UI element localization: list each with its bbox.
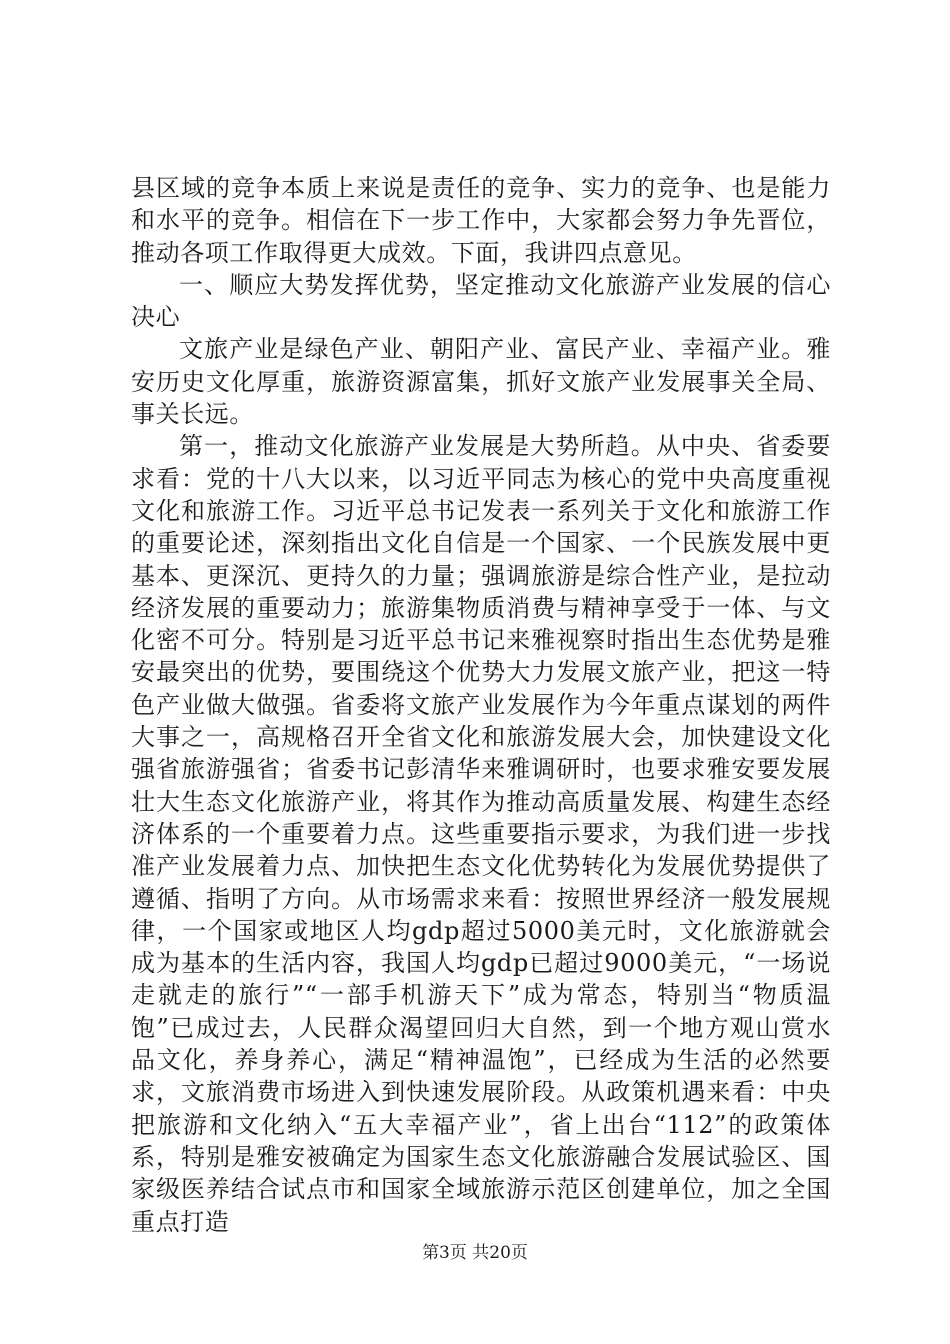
page-footer	[0, 1242, 950, 1264]
section-heading: 一、顺应大势发挥优势，坚定推动文化旅游产业发展的信心决心	[131, 270, 831, 332]
page-number-label: 第3页 共20页	[422, 1243, 528, 1263]
document-body	[131, 172, 831, 1238]
paragraph-intro: 文旅产业是绿色产业、朝阳产业、富民产业、幸福产业。雅安历史文化厚重，旅游资源富集，抓好文旅产业发展事关全局、事关长远。	[131, 335, 831, 429]
paragraph-first-point: 第一，推动文化旅游产业发展是大势所趋。从中央、省委要求看：党的十八大以来，以习近平同志为核心的党中央高度重视文化和旅游工作。习近平总书记发表一系列关于文化和旅游工作的重要论述，深刻指出文化自信是一个国家、一个民族发展中更基本、更深沉、更持久的力量；强调旅游是综合性产业，是拉动经济发展的重要动力；旅游集物质消费与精神享受于一体、与文化密不可分。特别是习近平总书记来雅视察时指出生态优势是雅安最突出的优势，要围绕这个优势大力发展文旅产业，把这一特色产业做大做强。省委将文旅产业发展作为今年重点谋划的两件大事之一，高规格召开全省文化和旅游发展大会，加快建设文化强省旅游强省；省委书记彭清华来雅调研时，也要求雅安要发展壮大生态文化旅游产业，将其作为推动高质量发展、构建生态经济体系的一个重要着力点。这些重要指示要求，为我们进一步找准产业发展着力点、加快把生态文化优势转化为发展优势提供了遵循、指明了方向。从市场需求来看：按照世界经济一般发展规律，一个国家或地区人均gdp超过5000美元时，文化旅游就会成为基本的生活内容，我国人均gdp已超过9000美元，“一场说走就走的旅行”“一部手机游天下”成为常态，特别当“物质温饱”已成过去，人民群众渴望回归大自然，到一个地方观山赏水品文化，养身养心，满足“精神温饱”，已经成为生活的必然要求，文旅消费市场进入到快速发展阶段。从政策机遇来看：中央把旅游和文化纳入“五大幸福产业”，省上出台“112”的政策体系，特别是雅安被确定为国家生态文化旅游融合发展试验区、国家级医养结合试点市和国家全域旅游示范区创建单位，加之全国重点打造	[131, 432, 831, 1236]
paragraph-continuation: 县区域的竞争本质上来说是责任的竞争、实力的竞争、也是能力和水平的竞争。相信在下一步工作中，大家都会努力争先晋位，推动各项工作取得更大成效。下面，我讲四点意见。	[131, 174, 831, 267]
